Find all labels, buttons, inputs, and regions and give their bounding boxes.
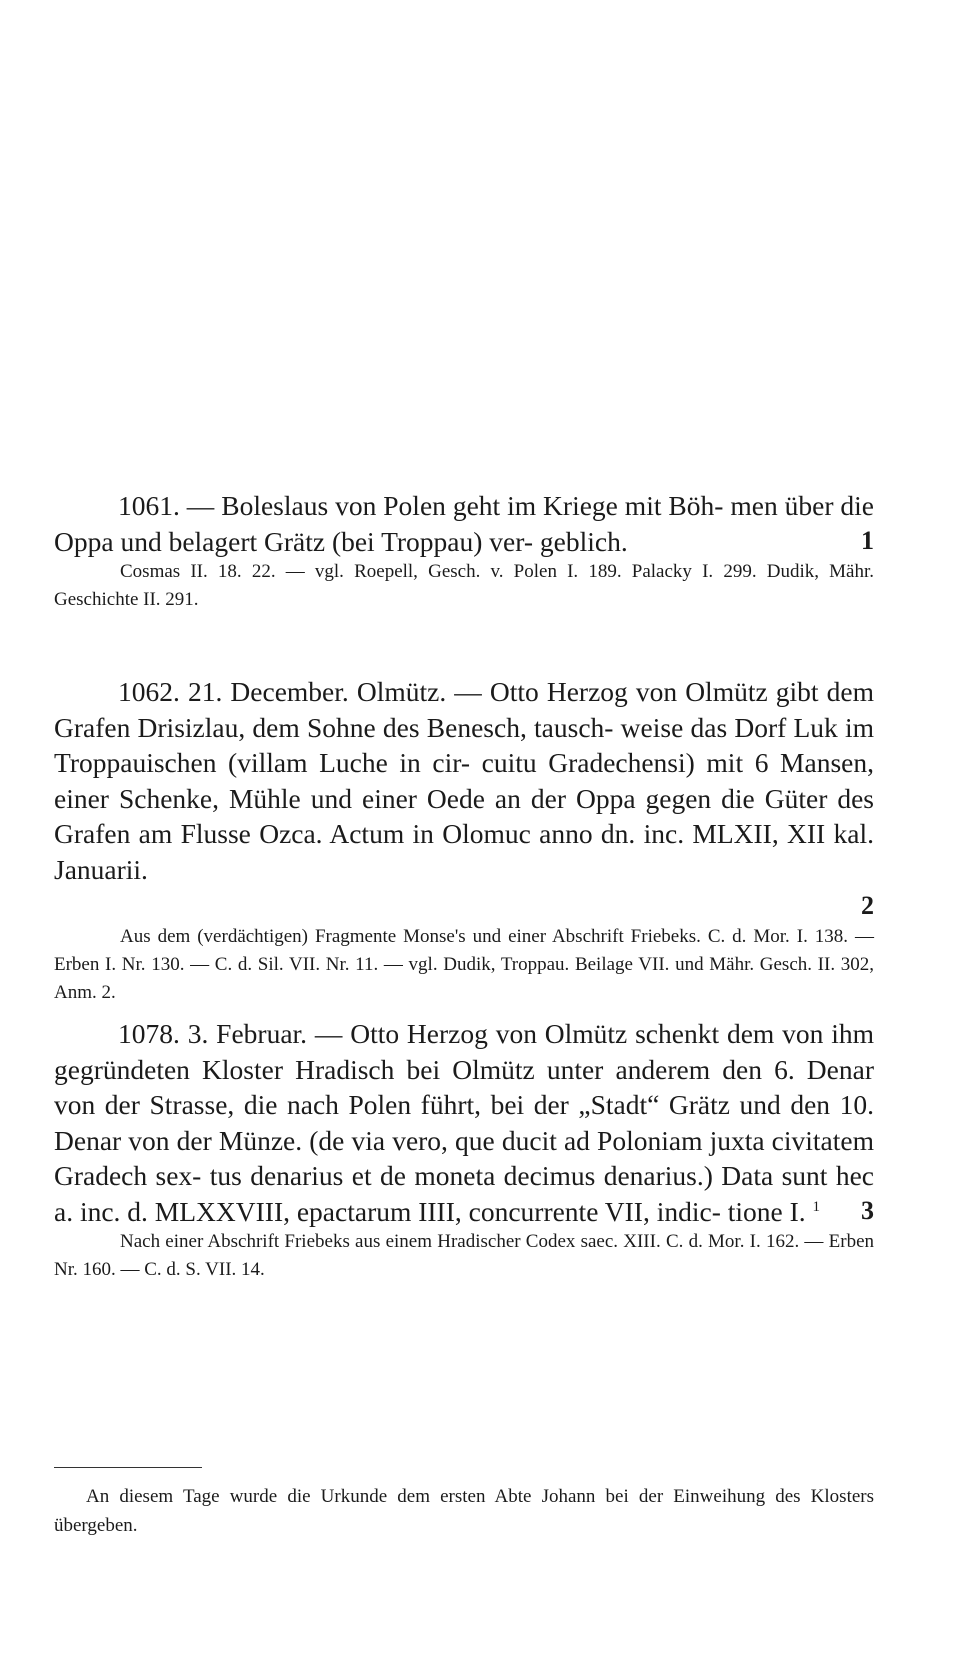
- footnote: An diesem Tage wurde die Urkunde dem ersten Abte Johann bei der Einweihung des Klosters übergeben.: [54, 1486, 875, 1536]
- entry-number: 3: [861, 1196, 874, 1225]
- entry-1061: [54, 488, 874, 614]
- entry-number: 2: [861, 891, 874, 920]
- entry-1062: [54, 674, 874, 1007]
- footnote-divider: [54, 1467, 202, 1468]
- entry-number: 1: [861, 526, 874, 555]
- entry-1078: [54, 1016, 874, 1284]
- entry-source: Nach einer Abschrift Friebeks aus einem Hradischer Codex saec. XIII. C. d. Mor. I. 162. — Erben Nr. 160. — C. d. S. VII. 14.: [54, 1231, 874, 1280]
- entry-text: 1062. 21. December. Olmütz. — Otto Herzog von Olmütz gibt dem Grafen Drisizlau, dem Sohne des Benesch, tausch- weise das Dorf Luk im Troppauischen (villam Luche in cir- cuitu Gradechensi) mit 6 Mansen, einer Schenke, Mühle und einer Oede an der Oppa gegen die Güter des Grafen am Flusse Ozca. Actum in Olomuc anno dn. inc. MLXII, XII kal. Januarii.: [54, 676, 875, 885]
- entry-text: 1078. 3. Februar. — Otto Herzog von Olmütz schenkt dem von ihm gegründeten Kloster Hradisch bei Olmütz unter anderem den 6. Denar von der Strasse, die nach Polen führt, bei der „Stadt“ Grätz und den 10. Denar von der Münze. (de via vero, que ducit ad Poloniam juxta civitatem Gradech sex- tus denarius et de moneta decimus denarius.) Data sunt hec a. inc. d. MLXXVIII, epactarum IIII, concurrente VII, indic- tione I. $^1$: [54, 1018, 874, 1227]
- entry-source: Aus dem (verdächtigen) Fragmente Monse's und einer Abschrift Friebeks. C. d. Mor. I. 138. — Erben I. Nr. 130. — C. d. Sil. VII. Nr. 11. — vgl. Dudik, Troppau. Beilage VII. und Mähr. Gesch. II. 302, Anm. 2.: [54, 926, 874, 1003]
- entry-text: 1061. — Boleslaus von Polen geht im Kriege mit Böh- men über die Oppa und belagert Grätz (bei Troppau) ver- geblich.: [54, 490, 875, 557]
- entry-source: Cosmas II. 18. 22. — vgl. Roepell, Gesch. v. Polen I. 189. Palacky I. 299. Dudik, Mähr. Geschichte II. 291.: [54, 561, 875, 610]
- footnote-reference: 1: [812, 1198, 821, 1215]
